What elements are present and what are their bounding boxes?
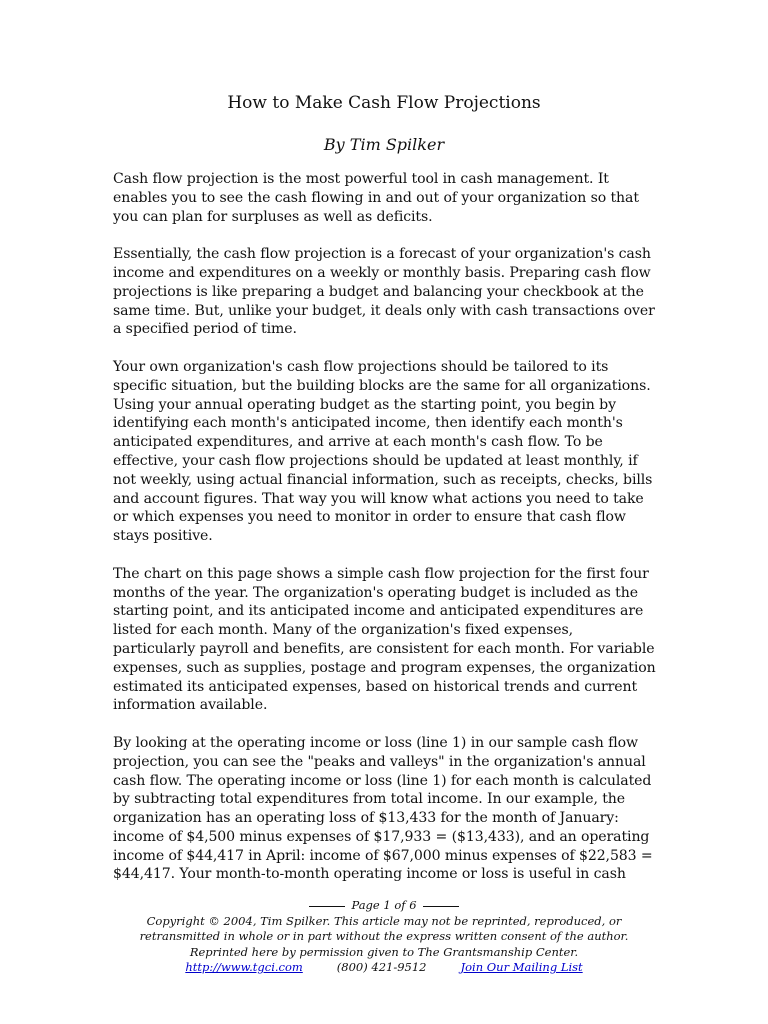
footer-rule-left — [309, 906, 345, 907]
permission-notice: Reprinted here by permission given to The Grantsmanship Center. — [189, 944, 579, 959]
document-title: How to Make Cash Flow Projections — [227, 93, 541, 113]
phone-number: (800) 421-9512 — [336, 960, 427, 974]
paragraph: The chart on this page shows a simple cash flow projection for the first four months of the year. The organization's operating budget is included as the starting point, and its anticipated income and anticipated expenditures are listed for each month. Many of the organization's fixed expenses, particularly payroll and benefits, are consistent for each month. For variable expenses, such as supplies, postage and program expenses, the organization estimated its anticipated expenses, based on historical trends and current information available. — [113, 565, 656, 714]
footer-contact-line — [0, 960, 768, 976]
copyright-notice-cont: retransmitted in whole or in part without the express written consent of the author. — [139, 929, 629, 943]
paragraph: By looking at the operating income or loss (line 1) in our sample cash flow projection, you can see the "peaks and valleys" in the organization's annual cash flow. The operating income or loss (line 1) for each month is calculated by subtracting total expenditures from total income. In our example, the organization has an operating loss of $13,433 for the month of January: income of $4,500 minus expenses of $17,933 = ($13,433), and an operating income of $44,417 in April: income of $67,000 minus expenses of $22,583 = $44,417. Your month-to-month operating income or loss is useful in cash — [113, 734, 653, 883]
page-number: Page 1 of 6 — [351, 898, 417, 912]
mailing-list-link[interactable]: Join Our Mailing List — [460, 960, 583, 974]
page-number-line — [0, 898, 768, 914]
copyright-notice: Copyright © 2004, Tim Spilker. This article may not be reprinted, reproduced, or — [146, 913, 622, 928]
paragraph: Your own organization's cash flow projections should be tailored to its specific situation, but the building blocks are the same for all organizations. Using your annual operating budget as the starting point, you begin by identifying each month's anticipated income, then identify each month's anticipated expenditures, and arrive at each month's cash flow. To be effective, your cash flow projections should be updated at least monthly, if not weekly, using actual financial information, such as receipts, checks, bills and account figures. That way you will know what actions you need to take or which expenses you need to monitor in order to ensure that cash flow stays positive. — [113, 358, 653, 545]
paragraph: Cash flow projection is the most powerful tool in cash management. It enables you to see the cash flowing in and out of your organization so that you can plan for surpluses as well as deficits. — [113, 171, 639, 225]
footer-rule-right — [423, 906, 459, 907]
paragraph: Essentially, the cash flow projection is a forecast of your organization's cash income and expenditures on a weekly or monthly basis. Preparing cash flow projections is like preparing a budget and balancing your checkbook at the same time. But, unlike your budget, it deals only with cash transactions over a specified period of time. — [113, 246, 655, 338]
document-body — [113, 170, 658, 903]
website-link[interactable]: http://www.tgci.com — [185, 960, 303, 974]
page-footer — [0, 898, 768, 976]
document-byline: By Tim Spilker — [323, 135, 445, 154]
